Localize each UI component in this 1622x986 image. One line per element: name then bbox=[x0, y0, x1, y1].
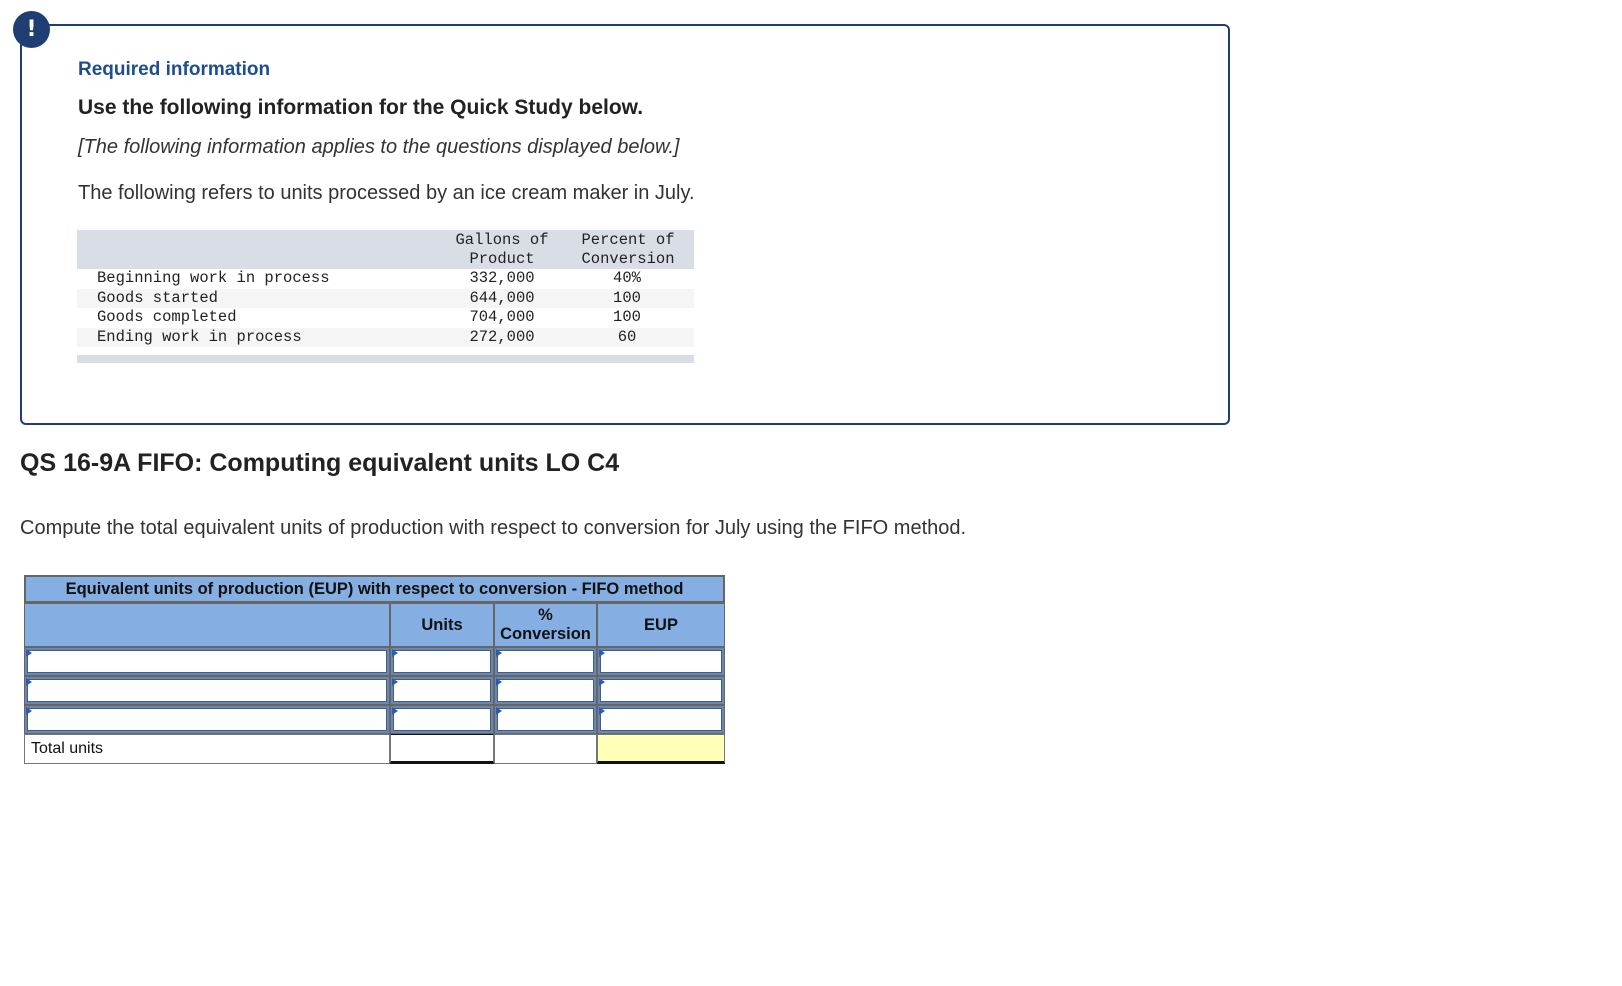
label-select-cell[interactable] bbox=[24, 676, 390, 705]
row-gallons: 332,000 bbox=[469, 269, 535, 287]
pct-input-cell[interactable] bbox=[494, 647, 597, 676]
dropdown-marker-icon bbox=[496, 649, 502, 657]
dropdown-marker-icon bbox=[26, 649, 32, 657]
gallons-header-line1: Gallons of bbox=[455, 231, 549, 249]
label-select-cell[interactable] bbox=[24, 647, 390, 676]
header-blank bbox=[24, 603, 390, 647]
pct-input-cell[interactable] bbox=[494, 676, 597, 705]
eup-input-cell[interactable] bbox=[597, 676, 725, 705]
row-gallons: 704,000 bbox=[469, 308, 535, 326]
required-info-title: Required information bbox=[78, 59, 271, 80]
eup-table-title: Equivalent units of production (EUP) with respect to conversion - FIFO method bbox=[24, 575, 725, 603]
dropdown-marker-icon bbox=[392, 707, 398, 715]
row-label: Goods started bbox=[97, 288, 218, 307]
row-percent: 100 bbox=[613, 288, 641, 307]
eup-table bbox=[24, 575, 725, 764]
dropdown-marker-icon bbox=[392, 678, 398, 686]
table-row bbox=[77, 289, 694, 309]
intro-text: The following refers to units processed by an ice cream maker in July. bbox=[78, 182, 695, 204]
eup-input-cell[interactable] bbox=[597, 705, 725, 734]
data-table-header bbox=[77, 230, 694, 269]
dropdown-marker-icon bbox=[496, 678, 502, 686]
production-data-table bbox=[77, 230, 694, 363]
header-pct-symbol: % bbox=[538, 606, 553, 624]
units-input-cell[interactable] bbox=[390, 647, 494, 676]
data-table-footer bbox=[77, 355, 694, 363]
header-units: Units bbox=[390, 603, 494, 647]
units-input-cell[interactable] bbox=[390, 676, 494, 705]
header-conversion: Conversion bbox=[500, 625, 591, 643]
dropdown-marker-icon bbox=[599, 707, 605, 715]
required-info-box bbox=[20, 24, 1230, 425]
total-row bbox=[24, 734, 725, 764]
alert-icon: ! bbox=[13, 11, 50, 48]
total-eup-input[interactable] bbox=[597, 734, 725, 764]
question-title: QS 16-9A FIFO: Computing equivalent units LO C4 bbox=[20, 449, 620, 477]
dropdown-marker-icon bbox=[496, 707, 502, 715]
percent-header-line1: Percent of bbox=[581, 231, 675, 249]
table-row bbox=[77, 308, 694, 328]
applies-note: [The following information applies to the questions displayed below.] bbox=[78, 136, 680, 158]
eup-header-row bbox=[24, 603, 725, 647]
dropdown-marker-icon bbox=[26, 707, 32, 715]
dropdown-marker-icon bbox=[26, 678, 32, 686]
row-label: Ending work in process bbox=[97, 327, 302, 346]
pct-input-cell[interactable] bbox=[494, 705, 597, 734]
row-label: Beginning work in process bbox=[97, 269, 330, 287]
total-pct-blank bbox=[494, 734, 597, 764]
units-input-cell[interactable] bbox=[390, 705, 494, 734]
dropdown-marker-icon bbox=[599, 649, 605, 657]
total-units-input[interactable] bbox=[390, 734, 494, 764]
input-row bbox=[24, 647, 725, 676]
total-units-label: Total units bbox=[24, 734, 390, 764]
table-row bbox=[77, 328, 694, 348]
eup-input-cell[interactable] bbox=[597, 647, 725, 676]
row-percent: 40% bbox=[613, 269, 641, 287]
row-label: Goods completed bbox=[97, 308, 237, 326]
header-eup: EUP bbox=[597, 603, 725, 647]
header-pct-conversion bbox=[494, 603, 597, 647]
use-info-title: Use the following information for the Quick Study below. bbox=[78, 96, 644, 119]
gallons-header bbox=[442, 231, 562, 269]
label-select-cell[interactable] bbox=[24, 705, 390, 734]
question-prompt: Compute the total equivalent units of production with respect to conversion for July using the FIFO method. bbox=[20, 517, 967, 539]
dropdown-marker-icon bbox=[599, 678, 605, 686]
dropdown-marker-icon bbox=[392, 649, 398, 657]
gallons-header-line2: Product bbox=[469, 250, 535, 268]
table-row bbox=[77, 269, 694, 289]
percent-header-line2: Conversion bbox=[581, 250, 675, 268]
row-percent: 100 bbox=[613, 308, 641, 326]
row-gallons: 272,000 bbox=[469, 327, 535, 346]
percent-header bbox=[572, 231, 684, 269]
row-gallons: 644,000 bbox=[469, 288, 535, 307]
input-row bbox=[24, 705, 725, 734]
row-percent: 60 bbox=[617, 327, 637, 346]
input-row bbox=[24, 676, 725, 705]
